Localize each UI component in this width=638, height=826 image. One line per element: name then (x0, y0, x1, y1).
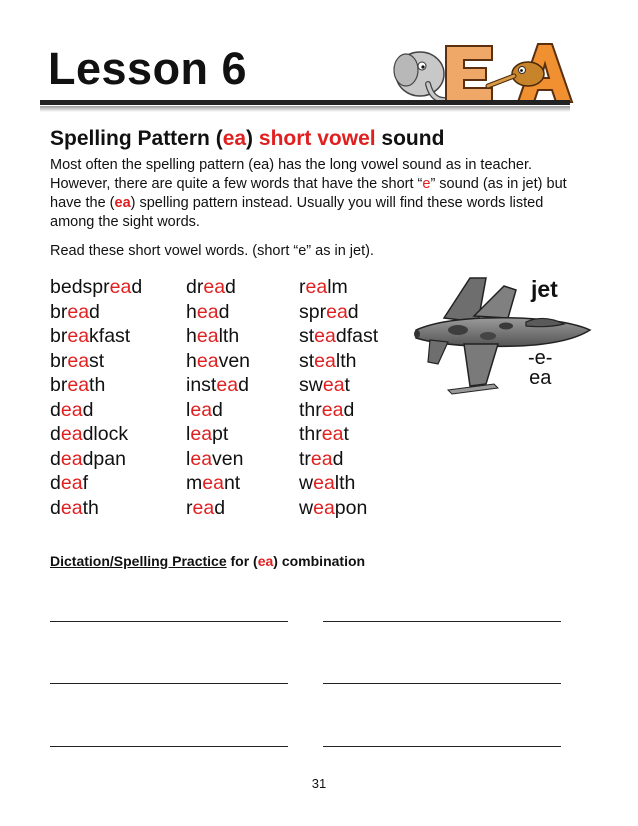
word-part: ven (212, 447, 244, 470)
word-part: d (89, 300, 100, 323)
word-part: ven (218, 349, 251, 372)
instruction-text: Read these short vowel words. (short “e” as in jet). (50, 243, 374, 259)
word-column-2 (186, 275, 250, 520)
word-pattern-highlight: ea (326, 300, 348, 323)
word-part: st (299, 349, 315, 372)
word-part: kfast (89, 325, 131, 347)
dictation-line[interactable] (50, 746, 288, 747)
word-item (50, 373, 142, 398)
fighter-jet-illustration (408, 272, 592, 402)
word-pattern-highlight: ea (109, 276, 132, 298)
word-pattern-highlight: ea (196, 300, 219, 323)
word-part: m (186, 472, 203, 494)
word-part: l (186, 423, 191, 445)
word-item (50, 324, 142, 349)
jet-pattern-line-1: -e- (528, 347, 553, 369)
word-part: f (82, 472, 88, 494)
word-pattern-highlight: ea (192, 496, 215, 519)
word-pattern-highlight: ea (322, 374, 345, 396)
word-part: t (344, 374, 350, 396)
word-part: dpan (82, 447, 126, 470)
word-item (186, 447, 250, 472)
word-pattern-highlight: ea (321, 423, 344, 445)
word-part: spr (299, 300, 327, 323)
word-part: d (50, 398, 61, 421)
word-pattern-highlight: ea (314, 325, 336, 347)
word-part: d (214, 496, 226, 519)
word-item (186, 275, 250, 300)
word-item (186, 300, 250, 325)
word-part: d (238, 374, 249, 396)
word-item (186, 398, 250, 423)
word-pattern-highlight: ea (196, 349, 219, 372)
word-part: inst (186, 374, 217, 396)
word-pattern-highlight: ea (314, 349, 336, 372)
word-part: lth (334, 472, 356, 494)
word-part: br (50, 349, 68, 372)
word-pattern-highlight: ea (60, 447, 83, 470)
dictation-line[interactable] (323, 683, 561, 684)
word-part: br (50, 300, 68, 323)
word-part: d (332, 447, 344, 470)
word-part: st (89, 349, 105, 372)
svg-text:E: E (454, 78, 455, 79)
word-part: r (186, 496, 193, 519)
word-part: tr (299, 447, 311, 470)
word-part: d (50, 472, 61, 494)
word-pattern-highlight: ea (190, 423, 213, 445)
word-item (186, 349, 250, 374)
word-pattern-highlight: ea (60, 398, 83, 421)
intro-paragraph: Most often the spelling pattern (ea) has the long vowel sound as in teacher. However, there are quite a few words that have the short “e” sound (as in jet) but have the (ea) spelling pattern instead. Usually you will find these words listed among the sight words. (50, 157, 567, 230)
word-part: sw (299, 374, 323, 396)
word-item (186, 324, 250, 349)
word-part: l (186, 447, 191, 470)
word-pattern-highlight: ea (60, 472, 83, 494)
word-item (299, 447, 378, 472)
word-part: nt (223, 472, 241, 494)
word-item (299, 300, 378, 325)
word-part: d (347, 300, 359, 323)
word-pattern-highlight: ea (67, 300, 90, 323)
word-part: st (299, 325, 315, 347)
word-pattern-highlight: ea (313, 496, 335, 519)
word-pattern-highlight: ea (67, 374, 90, 396)
word-part: lth (335, 349, 357, 372)
word-pattern-highlight: ea (216, 374, 239, 396)
word-pattern-highlight: ea (190, 447, 213, 470)
word-part: d (82, 398, 94, 421)
dictation-heading: Dictation/Spelling Practice for (ea) combination (50, 553, 366, 569)
word-part: dr (186, 276, 204, 298)
word-column-3 (299, 275, 378, 520)
word-part: h (186, 325, 197, 347)
word-item (299, 496, 378, 521)
word-item (50, 398, 142, 423)
jet-pattern-line-2: ea (529, 367, 552, 389)
word-part: dfast (335, 325, 379, 347)
word-part: d (225, 276, 236, 298)
word-part: d (50, 423, 61, 445)
word-item (186, 373, 250, 398)
word-column-1 (50, 275, 142, 520)
page-number: 31 (311, 776, 327, 791)
word-item (299, 373, 378, 398)
dictation-line[interactable] (323, 746, 561, 747)
jet-label: jet (531, 276, 558, 302)
word-part: h (186, 300, 197, 323)
word-part: pon (334, 496, 368, 519)
word-item (299, 349, 378, 374)
letter-e-block (446, 46, 492, 102)
word-part: thr (299, 398, 322, 421)
word-part: dlock (82, 423, 129, 445)
word-part: d (131, 276, 143, 298)
page-title: Lesson 6 (48, 43, 248, 94)
word-part: d (343, 398, 355, 421)
word-part: h (186, 349, 197, 372)
word-pattern-highlight: ea (67, 349, 90, 372)
word-item (299, 324, 378, 349)
word-part: l (186, 398, 191, 421)
word-part: r (299, 276, 306, 298)
word-pattern-highlight: ea (321, 398, 344, 421)
word-item (50, 275, 142, 300)
word-part: th (82, 496, 99, 519)
word-part: thr (299, 423, 322, 445)
word-part: lm (327, 276, 348, 298)
word-part: d (212, 398, 223, 421)
title-rule-shadow (40, 106, 570, 112)
word-part: t (343, 423, 349, 445)
dictation-line[interactable] (50, 683, 288, 684)
word-item (50, 300, 142, 325)
word-part: th (89, 374, 106, 396)
word-part: d (50, 447, 61, 470)
word-pattern-highlight: ea (305, 276, 328, 298)
word-part: br (50, 374, 68, 396)
word-part: bedspr (50, 276, 110, 298)
word-item (50, 349, 142, 374)
title-rule (40, 100, 570, 105)
word-pattern-highlight: ea (313, 472, 335, 494)
word-pattern-highlight: ea (60, 423, 83, 445)
jet-pattern-label (528, 348, 552, 388)
word-item (186, 471, 250, 496)
dictation-line[interactable] (50, 621, 288, 622)
word-part: d (218, 300, 230, 323)
word-item (299, 471, 378, 496)
word-item (186, 422, 250, 447)
word-item (186, 496, 250, 521)
elephant-icon (394, 52, 444, 100)
word-part: lth (218, 325, 240, 347)
word-pattern-highlight: ea (196, 325, 219, 347)
word-item (299, 275, 378, 300)
dictation-line[interactable] (323, 621, 561, 622)
section-heading: Spelling Pattern (ea) short vowel sound (50, 127, 445, 150)
word-pattern-highlight: ea (190, 398, 213, 421)
word-item (299, 422, 378, 447)
word-item (50, 447, 142, 472)
ea-logo-illustration (388, 36, 578, 108)
word-pattern-highlight: ea (202, 472, 224, 494)
word-part: w (299, 496, 314, 519)
word-part: w (299, 472, 314, 494)
anteater-icon (488, 62, 544, 86)
word-pattern-highlight: ea (203, 276, 226, 298)
word-item (50, 422, 142, 447)
word-item (50, 496, 142, 521)
word-item (50, 471, 142, 496)
word-part: pt (212, 423, 229, 445)
word-pattern-highlight: ea (67, 325, 90, 347)
word-pattern-highlight: ea (60, 496, 83, 519)
word-item (299, 398, 378, 423)
word-part: d (50, 496, 61, 519)
word-part: br (50, 325, 68, 347)
word-pattern-highlight: ea (310, 447, 333, 470)
